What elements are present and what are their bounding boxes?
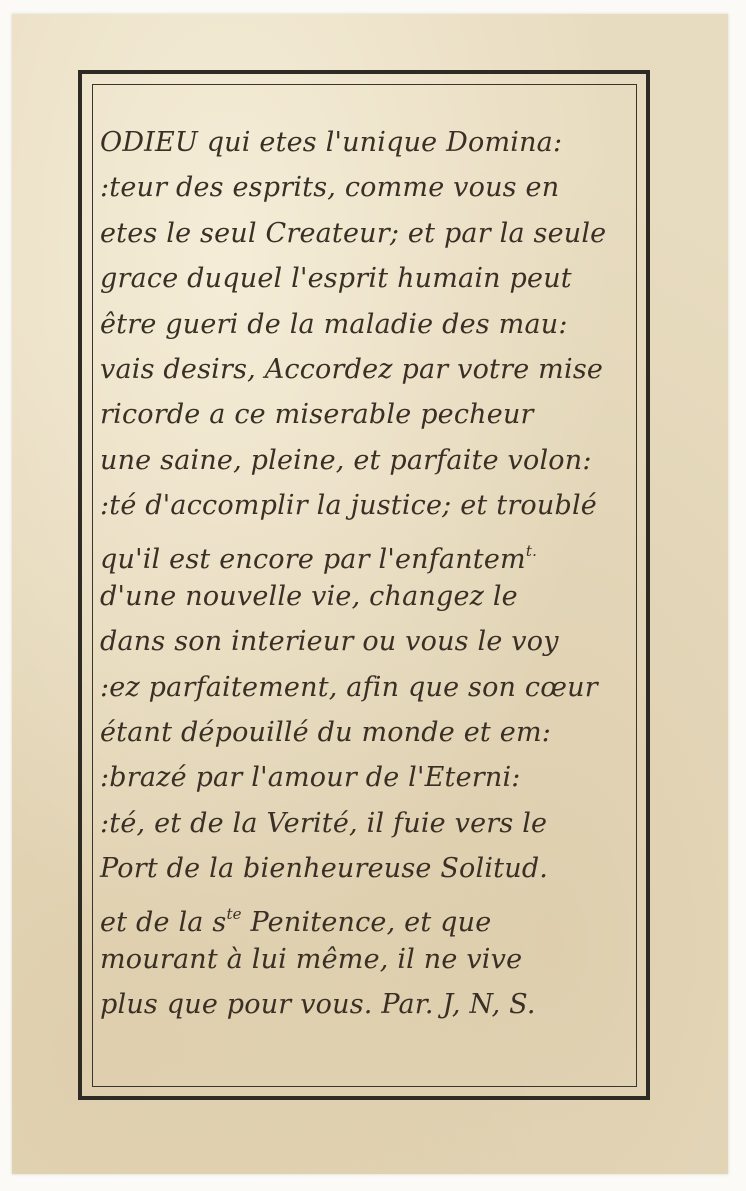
text-line: ricorde a ce miserable pecheur bbox=[100, 399, 534, 431]
text-line: plus que pour vous. Par. J, N, S. bbox=[100, 989, 536, 1021]
text-line: étant dépouillé du monde et em: bbox=[100, 717, 552, 749]
text-line bbox=[100, 892, 640, 937]
text-line: :brazé par l'amour de l'Eterni: bbox=[100, 762, 521, 794]
text-line: vais desirs, Accordez par votre mise bbox=[100, 353, 604, 385]
text-line: être gueri de la maladie des mau: bbox=[100, 308, 568, 340]
line-text: Penitence, et que bbox=[241, 906, 492, 938]
text-line: grace duquel l'esprit humain peut bbox=[100, 263, 572, 295]
text-line: une saine, pleine, et parfaite volon: bbox=[100, 444, 592, 476]
text-line: :té, et de la Verité, il fuie vers le bbox=[100, 807, 548, 839]
line-text: qu'il est encore par l'enfantem bbox=[100, 543, 526, 575]
text-line: Port de la bienheureuse Solitud. bbox=[100, 853, 549, 885]
text-line: d'une nouvelle vie, changez le bbox=[100, 580, 518, 612]
prayer-text bbox=[100, 120, 640, 1028]
text-line bbox=[100, 529, 640, 574]
text-line: etes le seul Createur; et par la seule bbox=[100, 217, 607, 249]
text-line: mourant à lui même, il ne vive bbox=[100, 944, 523, 976]
text-line: ODIEU qui etes l'unique Domina: bbox=[100, 127, 563, 158]
superscript-abbreviation: te bbox=[226, 904, 242, 923]
text-line: dans son interieur ou vous le voy bbox=[100, 626, 559, 658]
line-text: et de la s bbox=[100, 906, 227, 938]
superscript-abbreviation: t. bbox=[525, 541, 538, 560]
text-line: :teur des esprits, comme vous en bbox=[100, 172, 560, 204]
text-line: :ez parfaitement, afin que son cœur bbox=[100, 671, 598, 703]
text-line: :té d'accomplir la justice; et troublé bbox=[100, 490, 597, 522]
